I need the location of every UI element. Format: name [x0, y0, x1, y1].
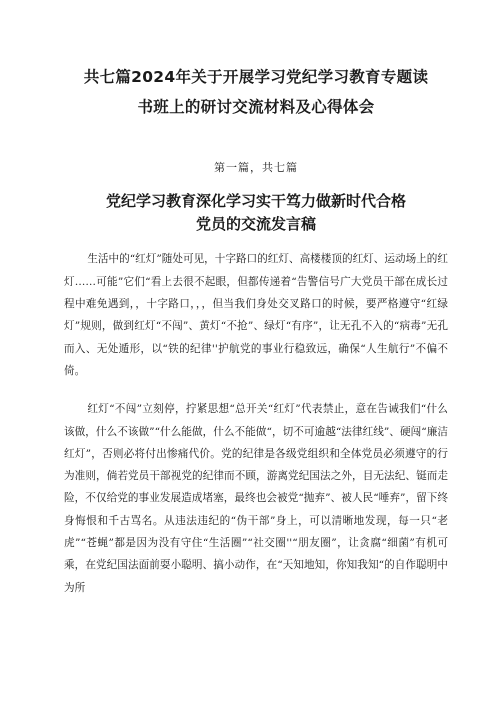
body-paragraph: 红灯“不闯”立刻停，拧紧思想“总开关“红灯”代表禁止，意在告诫我们“什么该做，什么不该做”“什么能做，什么不能做“，切不可逾越“法律红线”、硬闯“廉洁红灯”，否则必将付出惨痛代价。党的纪律是各级党组织和全体党员必须遵守的行为准则，倘若党员干部视党的纪律而不顾，游离党纪国法之外，目无法纪、铤而走险，不仅给党的事业发展造成堵塞，最终也会被党“抛弃”、被人民“唾弃”，留下终身悔恨和千古骂名。从违法违纪的“伪干部”身上，可以清晰地发现，每一只“老虎”“苍蝇”都是因为没有守住“生活圈”“社交圈''“朋友圈”，让贪腐“细菌”有机可乘，在党纪国法面前耍小聪明、搞小动作，在“天知地知，你知我知“的自作聪明中为所 — [64, 403, 448, 594]
speech-title-line: 党员的交流发言稿 — [195, 215, 316, 233]
document-title — [64, 0, 448, 122]
body-paragraph: 生活中的“红灯”随处可见，十字路口的红灯、高楼楼顶的红灯、运动场上的红灯……可能”它们“看上去很不起眼，但都传递着“告警信号广大党员干部在成长过程中难免遇到，，十字路口，，，但当我们身处交叉路口的时候，要严格遵守“红绿灯”规则，做到红灯“不闯”、黄灯“不抢”、绿灯“有序”，让无孔不入的“病毒”无孔而入、无处遁形，以“铁的纪律''护航党的事业行稳致远，确保“人生航行”不偏不倚。 — [64, 253, 448, 377]
speech-title — [64, 190, 448, 236]
speech-title-line: 党纪学习教育深化学习实干笃力做新时代合格 — [105, 192, 406, 210]
section-label: 第一篇，共七篇 — [214, 161, 298, 174]
document-body — [64, 248, 448, 598]
document-title-line: 书班上的研讨交流材料及心得体会 — [137, 98, 375, 116]
document-title-line: 共七篇2024年关于开展学习党纪学习教育专题读 — [83, 68, 429, 86]
